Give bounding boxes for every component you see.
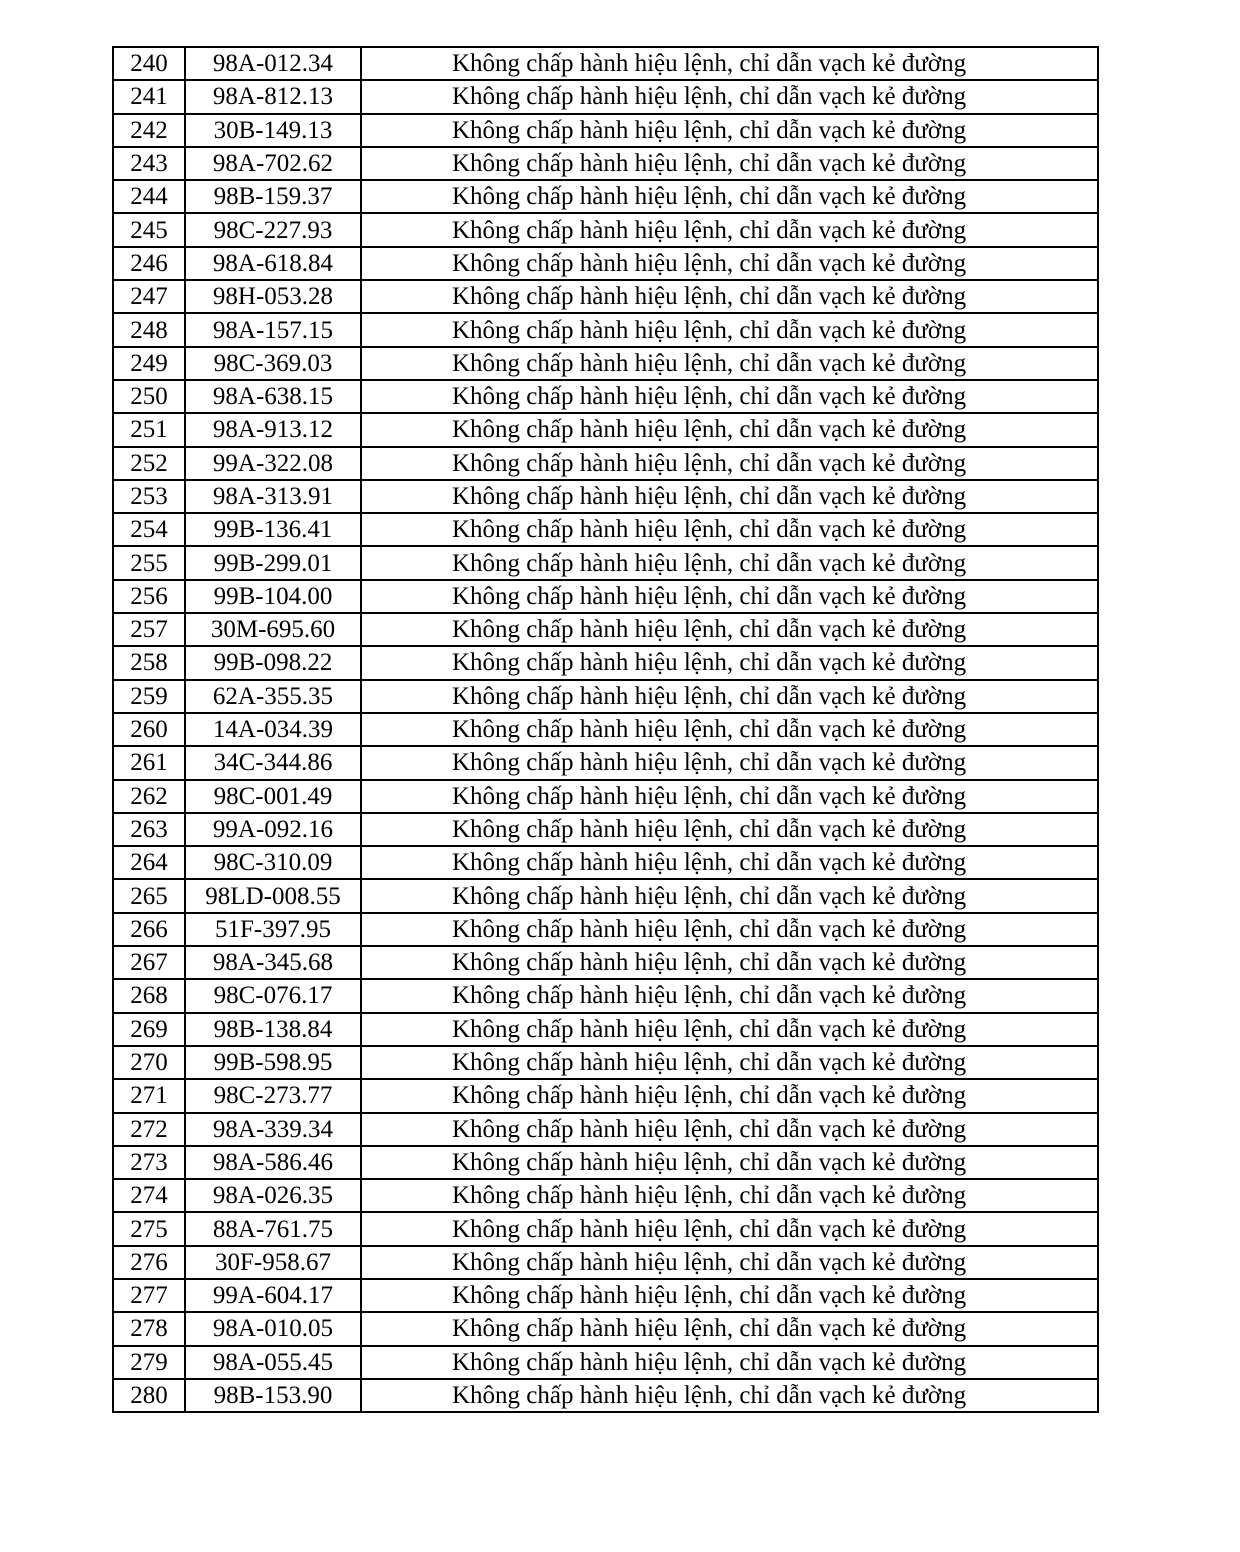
- license-plate-cell: 98A-026.35: [185, 1179, 361, 1212]
- row-number-cell: 266: [113, 913, 185, 946]
- table-row: [113, 447, 1098, 480]
- row-number-cell: 280: [113, 1379, 185, 1412]
- table-row: [113, 47, 1098, 80]
- license-plate-cell: 98B-159.37: [185, 180, 361, 213]
- license-plate-cell: 98C-369.03: [185, 347, 361, 380]
- row-number-cell: 261: [113, 746, 185, 779]
- table-row: [113, 1013, 1098, 1046]
- row-number-cell: 271: [113, 1079, 185, 1112]
- table-row: [113, 80, 1098, 113]
- license-plate-cell: 98A-586.46: [185, 1146, 361, 1179]
- violation-cell: Không chấp hành hiệu lệnh, chỉ dẫn vạch kẻ đường: [361, 1312, 1098, 1345]
- license-plate-cell: 98B-153.90: [185, 1379, 361, 1412]
- license-plate-cell: 88A-761.75: [185, 1212, 361, 1245]
- table-row: [113, 546, 1098, 579]
- table-row: [113, 713, 1098, 746]
- violation-cell: Không chấp hành hiệu lệnh, chỉ dẫn vạch kẻ đường: [361, 580, 1098, 613]
- row-number-cell: 249: [113, 347, 185, 380]
- license-plate-cell: 98A-345.68: [185, 946, 361, 979]
- row-number-cell: 262: [113, 780, 185, 813]
- violation-cell: Không chấp hành hiệu lệnh, chỉ dẫn vạch kẻ đường: [361, 447, 1098, 480]
- violation-cell: Không chấp hành hiệu lệnh, chỉ dẫn vạch kẻ đường: [361, 813, 1098, 846]
- license-plate-cell: 98A-157.15: [185, 313, 361, 346]
- row-number-cell: 267: [113, 946, 185, 979]
- table-row: [113, 213, 1098, 246]
- violation-cell: Không chấp hành hiệu lệnh, chỉ dẫn vạch kẻ đường: [361, 879, 1098, 912]
- row-number-cell: 253: [113, 480, 185, 513]
- license-plate-cell: 99B-104.00: [185, 580, 361, 613]
- violation-cell: Không chấp hành hiệu lệnh, chỉ dẫn vạch kẻ đường: [361, 114, 1098, 147]
- license-plate-cell: 30B-149.13: [185, 114, 361, 147]
- row-number-cell: 251: [113, 413, 185, 446]
- violation-cell: Không chấp hành hiệu lệnh, chỉ dẫn vạch kẻ đường: [361, 979, 1098, 1012]
- row-number-cell: 275: [113, 1212, 185, 1245]
- row-number-cell: 270: [113, 1046, 185, 1079]
- license-plate-cell: 98C-001.49: [185, 780, 361, 813]
- license-plate-cell: 98A-638.15: [185, 380, 361, 413]
- license-plate-cell: 51F-397.95: [185, 913, 361, 946]
- row-number-cell: 265: [113, 879, 185, 912]
- license-plate-cell: 98C-273.77: [185, 1079, 361, 1112]
- license-plate-cell: 62A-355.35: [185, 680, 361, 713]
- table-row: [113, 1146, 1098, 1179]
- table-row: [113, 913, 1098, 946]
- violation-cell: Không chấp hành hiệu lệnh, chỉ dẫn vạch kẻ đường: [361, 613, 1098, 646]
- table-row: [113, 1212, 1098, 1245]
- row-number-cell: 278: [113, 1312, 185, 1345]
- table-row: [113, 1346, 1098, 1379]
- violation-cell: Không chấp hành hiệu lệnh, chỉ dẫn vạch kẻ đường: [361, 380, 1098, 413]
- license-plate-cell: 98A-812.13: [185, 80, 361, 113]
- violation-cell: Không chấp hành hiệu lệnh, chỉ dẫn vạch kẻ đường: [361, 1246, 1098, 1279]
- row-number-cell: 268: [113, 979, 185, 1012]
- violation-cell: Không chấp hành hiệu lệnh, chỉ dẫn vạch kẻ đường: [361, 147, 1098, 180]
- table-row: [113, 313, 1098, 346]
- license-plate-cell: 98A-618.84: [185, 247, 361, 280]
- row-number-cell: 240: [113, 47, 185, 80]
- license-plate-cell: 98A-012.34: [185, 47, 361, 80]
- table-body: [113, 47, 1098, 1412]
- row-number-cell: 242: [113, 114, 185, 147]
- table-row: [113, 1279, 1098, 1312]
- license-plate-cell: 99B-136.41: [185, 513, 361, 546]
- violation-cell: Không chấp hành hiệu lệnh, chỉ dẫn vạch kẻ đường: [361, 646, 1098, 679]
- license-plate-cell: 99A-322.08: [185, 447, 361, 480]
- violation-cell: Không chấp hành hiệu lệnh, chỉ dẫn vạch kẻ đường: [361, 546, 1098, 579]
- table-row: [113, 646, 1098, 679]
- violation-cell: Không chấp hành hiệu lệnh, chỉ dẫn vạch kẻ đường: [361, 746, 1098, 779]
- table-row: [113, 513, 1098, 546]
- violation-cell: Không chấp hành hiệu lệnh, chỉ dẫn vạch kẻ đường: [361, 1013, 1098, 1046]
- license-plate-cell: 98H-053.28: [185, 280, 361, 313]
- row-number-cell: 244: [113, 180, 185, 213]
- table-row: [113, 580, 1098, 613]
- violation-cell: Không chấp hành hiệu lệnh, chỉ dẫn vạch kẻ đường: [361, 846, 1098, 879]
- table-row: [113, 680, 1098, 713]
- violation-cell: Không chấp hành hiệu lệnh, chỉ dẫn vạch kẻ đường: [361, 347, 1098, 380]
- table-row: [113, 1379, 1098, 1412]
- table-row: [113, 1179, 1098, 1212]
- table-row: [113, 946, 1098, 979]
- table-row: [113, 1046, 1098, 1079]
- license-plate-cell: 14A-034.39: [185, 713, 361, 746]
- violation-cell: Không chấp hành hiệu lệnh, chỉ dẫn vạch kẻ đường: [361, 1046, 1098, 1079]
- table-row: [113, 879, 1098, 912]
- row-number-cell: 264: [113, 846, 185, 879]
- table-row: [113, 746, 1098, 779]
- license-plate-cell: 34C-344.86: [185, 746, 361, 779]
- row-number-cell: 273: [113, 1146, 185, 1179]
- table-row: [113, 280, 1098, 313]
- violation-cell: Không chấp hành hiệu lệnh, chỉ dẫn vạch kẻ đường: [361, 1346, 1098, 1379]
- license-plate-cell: 99A-604.17: [185, 1279, 361, 1312]
- row-number-cell: 247: [113, 280, 185, 313]
- license-plate-cell: 30M-695.60: [185, 613, 361, 646]
- table-row: [113, 247, 1098, 280]
- table-row: [113, 380, 1098, 413]
- table-row: [113, 1113, 1098, 1146]
- table-row: [113, 480, 1098, 513]
- violation-table: [112, 46, 1099, 1413]
- row-number-cell: 254: [113, 513, 185, 546]
- violation-cell: Không chấp hành hiệu lệnh, chỉ dẫn vạch kẻ đường: [361, 480, 1098, 513]
- table-row: [113, 1079, 1098, 1112]
- row-number-cell: 241: [113, 80, 185, 113]
- row-number-cell: 243: [113, 147, 185, 180]
- license-plate-cell: 98B-138.84: [185, 1013, 361, 1046]
- row-number-cell: 263: [113, 813, 185, 846]
- violation-cell: Không chấp hành hiệu lệnh, chỉ dẫn vạch kẻ đường: [361, 313, 1098, 346]
- violation-cell: Không chấp hành hiệu lệnh, chỉ dẫn vạch kẻ đường: [361, 946, 1098, 979]
- table-row: [113, 613, 1098, 646]
- violation-cell: Không chấp hành hiệu lệnh, chỉ dẫn vạch kẻ đường: [361, 680, 1098, 713]
- row-number-cell: 257: [113, 613, 185, 646]
- violation-cell: Không chấp hành hiệu lệnh, chỉ dẫn vạch kẻ đường: [361, 213, 1098, 246]
- license-plate-cell: 98C-076.17: [185, 979, 361, 1012]
- violation-cell: Không chấp hành hiệu lệnh, chỉ dẫn vạch kẻ đường: [361, 247, 1098, 280]
- license-plate-cell: 98A-313.91: [185, 480, 361, 513]
- table-row: [113, 347, 1098, 380]
- license-plate-cell: 98LD-008.55: [185, 879, 361, 912]
- row-number-cell: 260: [113, 713, 185, 746]
- table-row: [113, 780, 1098, 813]
- row-number-cell: 246: [113, 247, 185, 280]
- violation-cell: Không chấp hành hiệu lệnh, chỉ dẫn vạch kẻ đường: [361, 47, 1098, 80]
- violation-cell: Không chấp hành hiệu lệnh, chỉ dẫn vạch kẻ đường: [361, 1279, 1098, 1312]
- table-row: [113, 114, 1098, 147]
- violation-cell: Không chấp hành hiệu lệnh, chỉ dẫn vạch kẻ đường: [361, 1379, 1098, 1412]
- violation-cell: Không chấp hành hiệu lệnh, chỉ dẫn vạch kẻ đường: [361, 280, 1098, 313]
- row-number-cell: 250: [113, 380, 185, 413]
- violation-cell: Không chấp hành hiệu lệnh, chỉ dẫn vạch kẻ đường: [361, 180, 1098, 213]
- license-plate-cell: 98A-055.45: [185, 1346, 361, 1379]
- license-plate-cell: 99A-092.16: [185, 813, 361, 846]
- license-plate-cell: 99B-598.95: [185, 1046, 361, 1079]
- row-number-cell: 258: [113, 646, 185, 679]
- violation-cell: Không chấp hành hiệu lệnh, chỉ dẫn vạch kẻ đường: [361, 1079, 1098, 1112]
- violation-cell: Không chấp hành hiệu lệnh, chỉ dẫn vạch kẻ đường: [361, 1113, 1098, 1146]
- violation-cell: Không chấp hành hiệu lệnh, chỉ dẫn vạch kẻ đường: [361, 413, 1098, 446]
- row-number-cell: 255: [113, 546, 185, 579]
- violation-cell: Không chấp hành hiệu lệnh, chỉ dẫn vạch kẻ đường: [361, 513, 1098, 546]
- license-plate-cell: 98A-010.05: [185, 1312, 361, 1345]
- license-plate-cell: 30F-958.67: [185, 1246, 361, 1279]
- table-row: [113, 846, 1098, 879]
- table-row: [113, 813, 1098, 846]
- table-row: [113, 979, 1098, 1012]
- violation-cell: Không chấp hành hiệu lệnh, chỉ dẫn vạch kẻ đường: [361, 1146, 1098, 1179]
- violation-cell: Không chấp hành hiệu lệnh, chỉ dẫn vạch kẻ đường: [361, 913, 1098, 946]
- violation-cell: Không chấp hành hiệu lệnh, chỉ dẫn vạch kẻ đường: [361, 1179, 1098, 1212]
- license-plate-cell: 98C-227.93: [185, 213, 361, 246]
- row-number-cell: 252: [113, 447, 185, 480]
- row-number-cell: 274: [113, 1179, 185, 1212]
- violation-cell: Không chấp hành hiệu lệnh, chỉ dẫn vạch kẻ đường: [361, 80, 1098, 113]
- row-number-cell: 259: [113, 680, 185, 713]
- violation-cell: Không chấp hành hiệu lệnh, chỉ dẫn vạch kẻ đường: [361, 713, 1098, 746]
- row-number-cell: 245: [113, 213, 185, 246]
- license-plate-cell: 99B-299.01: [185, 546, 361, 579]
- license-plate-cell: 98A-702.62: [185, 147, 361, 180]
- license-plate-cell: 98A-339.34: [185, 1113, 361, 1146]
- table-row: [113, 1312, 1098, 1345]
- table-row: [113, 180, 1098, 213]
- row-number-cell: 248: [113, 313, 185, 346]
- row-number-cell: 277: [113, 1279, 185, 1312]
- table-row: [113, 1246, 1098, 1279]
- license-plate-cell: 99B-098.22: [185, 646, 361, 679]
- violation-cell: Không chấp hành hiệu lệnh, chỉ dẫn vạch kẻ đường: [361, 1212, 1098, 1245]
- table-row: [113, 147, 1098, 180]
- row-number-cell: 279: [113, 1346, 185, 1379]
- row-number-cell: 256: [113, 580, 185, 613]
- row-number-cell: 272: [113, 1113, 185, 1146]
- row-number-cell: 276: [113, 1246, 185, 1279]
- license-plate-cell: 98A-913.12: [185, 413, 361, 446]
- violation-cell: Không chấp hành hiệu lệnh, chỉ dẫn vạch kẻ đường: [361, 780, 1098, 813]
- row-number-cell: 269: [113, 1013, 185, 1046]
- table-row: [113, 413, 1098, 446]
- license-plate-cell: 98C-310.09: [185, 846, 361, 879]
